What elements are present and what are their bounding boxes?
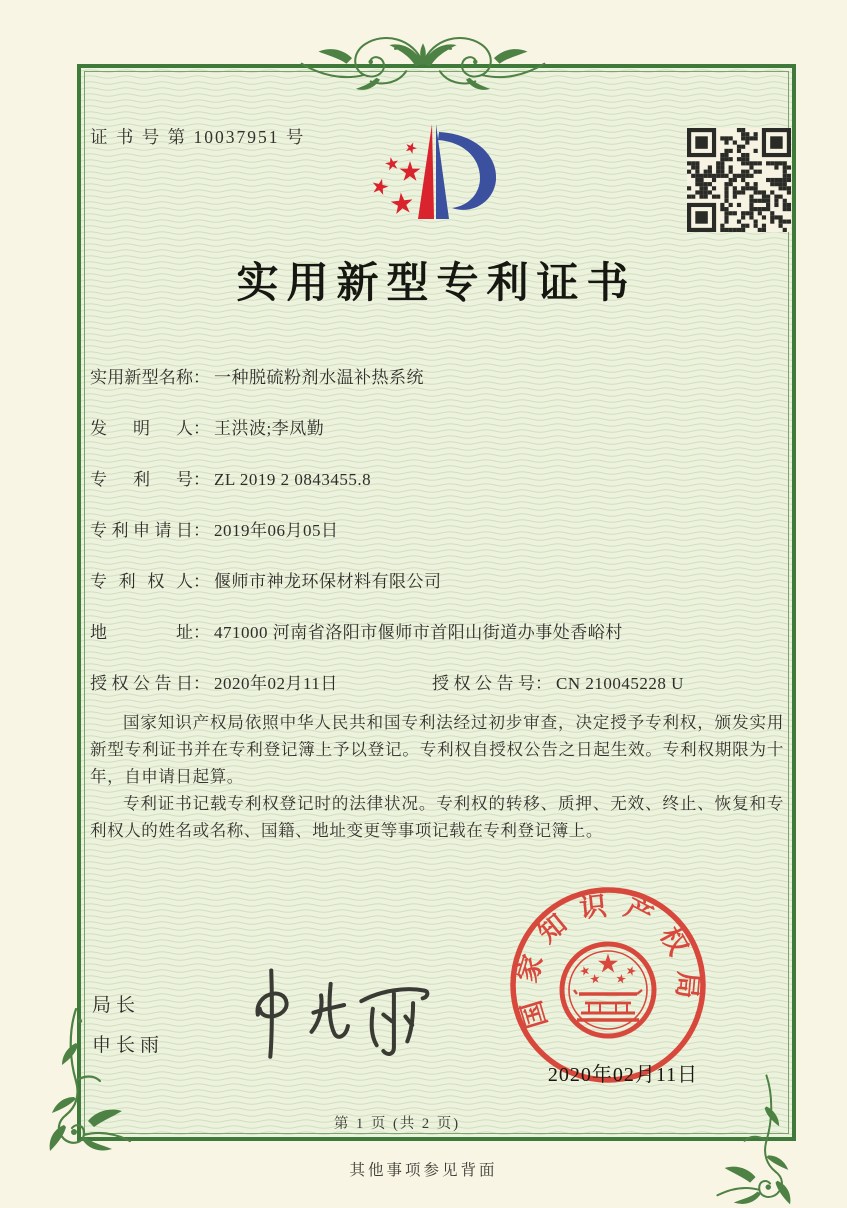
field-colon: ： [193, 470, 210, 489]
field-label: 专利权人 [90, 572, 193, 591]
field-value: ZL 2019 2 0843455.8 [214, 470, 372, 489]
field-row-patent-no [90, 468, 790, 492]
field-value: 一种脱硫粉剂水温补热系统 [214, 368, 424, 387]
director-signature-icon [222, 959, 447, 1074]
legal-text [90, 709, 784, 844]
certificate-number: 证 书 号 第 10037951 号 [90, 127, 306, 147]
page-number: 第 1 页 (共 2 页) [333, 1116, 461, 1132]
field-label: 实用新型名称 [90, 368, 193, 387]
field-row-patentee [90, 570, 790, 594]
seal-text: 国家知识产权局 [512, 889, 704, 1032]
signer-name: 申长雨 [92, 1035, 165, 1056]
field-label: 发明人 [90, 419, 193, 438]
field-colon: ： [193, 623, 210, 642]
qr-code [684, 128, 794, 232]
field-value: 471000 河南省洛阳市偃师市首阳山街道办事处香峪村 [214, 623, 623, 642]
back-note: 其他事项参见背面 [349, 1162, 498, 1179]
field-value: 王洪波;李凤勤 [214, 419, 325, 438]
field-row-grant [90, 672, 790, 696]
field-label: 专利申请日 [90, 521, 193, 540]
legal-paragraph-1: 国家知识产权局依照中华人民共和国专利法经过初步审查，决定授予专利权，颁发实用新型专利证书并在专利登记簿上予以登记。专利权自授权公告之日起生效。专利权期限为十年，自申请日起算。 [90, 713, 784, 786]
field-row-address [90, 621, 790, 645]
field-value: 2019年06月05日 [214, 521, 339, 540]
certificate-fields [90, 366, 790, 723]
corner-flourish-bottom-right [702, 1070, 820, 1208]
field-label: 授权公告日 [90, 674, 193, 693]
corner-flourish-bottom-left [18, 1003, 146, 1155]
field-row-inventors [90, 417, 790, 441]
field-colon: ： [193, 674, 210, 693]
field-label: 授权公告号 [432, 674, 535, 693]
field-label: 专利号 [90, 470, 193, 489]
top-flourish-ornament [283, 20, 563, 100]
field-colon: ： [193, 368, 210, 387]
field-value: CN 210045228 U [556, 674, 684, 693]
field-colon: ： [193, 419, 210, 438]
field-label: 地址 [90, 623, 193, 642]
field-row-name [90, 366, 790, 390]
seal-date: 2020年02月11日 [547, 1064, 699, 1086]
legal-paragraph-2: 专利证书记载专利权登记时的法律状况。专利权的转移、质押、无效、终止、恢复和专利权人的姓名或名称、国籍、地址变更等事项记载在专利登记簿上。 [90, 794, 784, 840]
field-colon: ： [193, 521, 210, 540]
field-value: 偃师市神龙环保材料有限公司 [214, 572, 442, 591]
signer-title: 局长 [92, 995, 141, 1016]
certificate-title: 实用新型专利证书 [236, 261, 637, 307]
grant-publication-no [432, 672, 684, 696]
cnipa-logo-icon [337, 118, 507, 246]
field-colon: ： [193, 572, 210, 591]
field-value: 2020年02月11日 [214, 674, 338, 693]
field-colon: ： [535, 674, 552, 693]
field-row-filing-date [90, 519, 790, 543]
